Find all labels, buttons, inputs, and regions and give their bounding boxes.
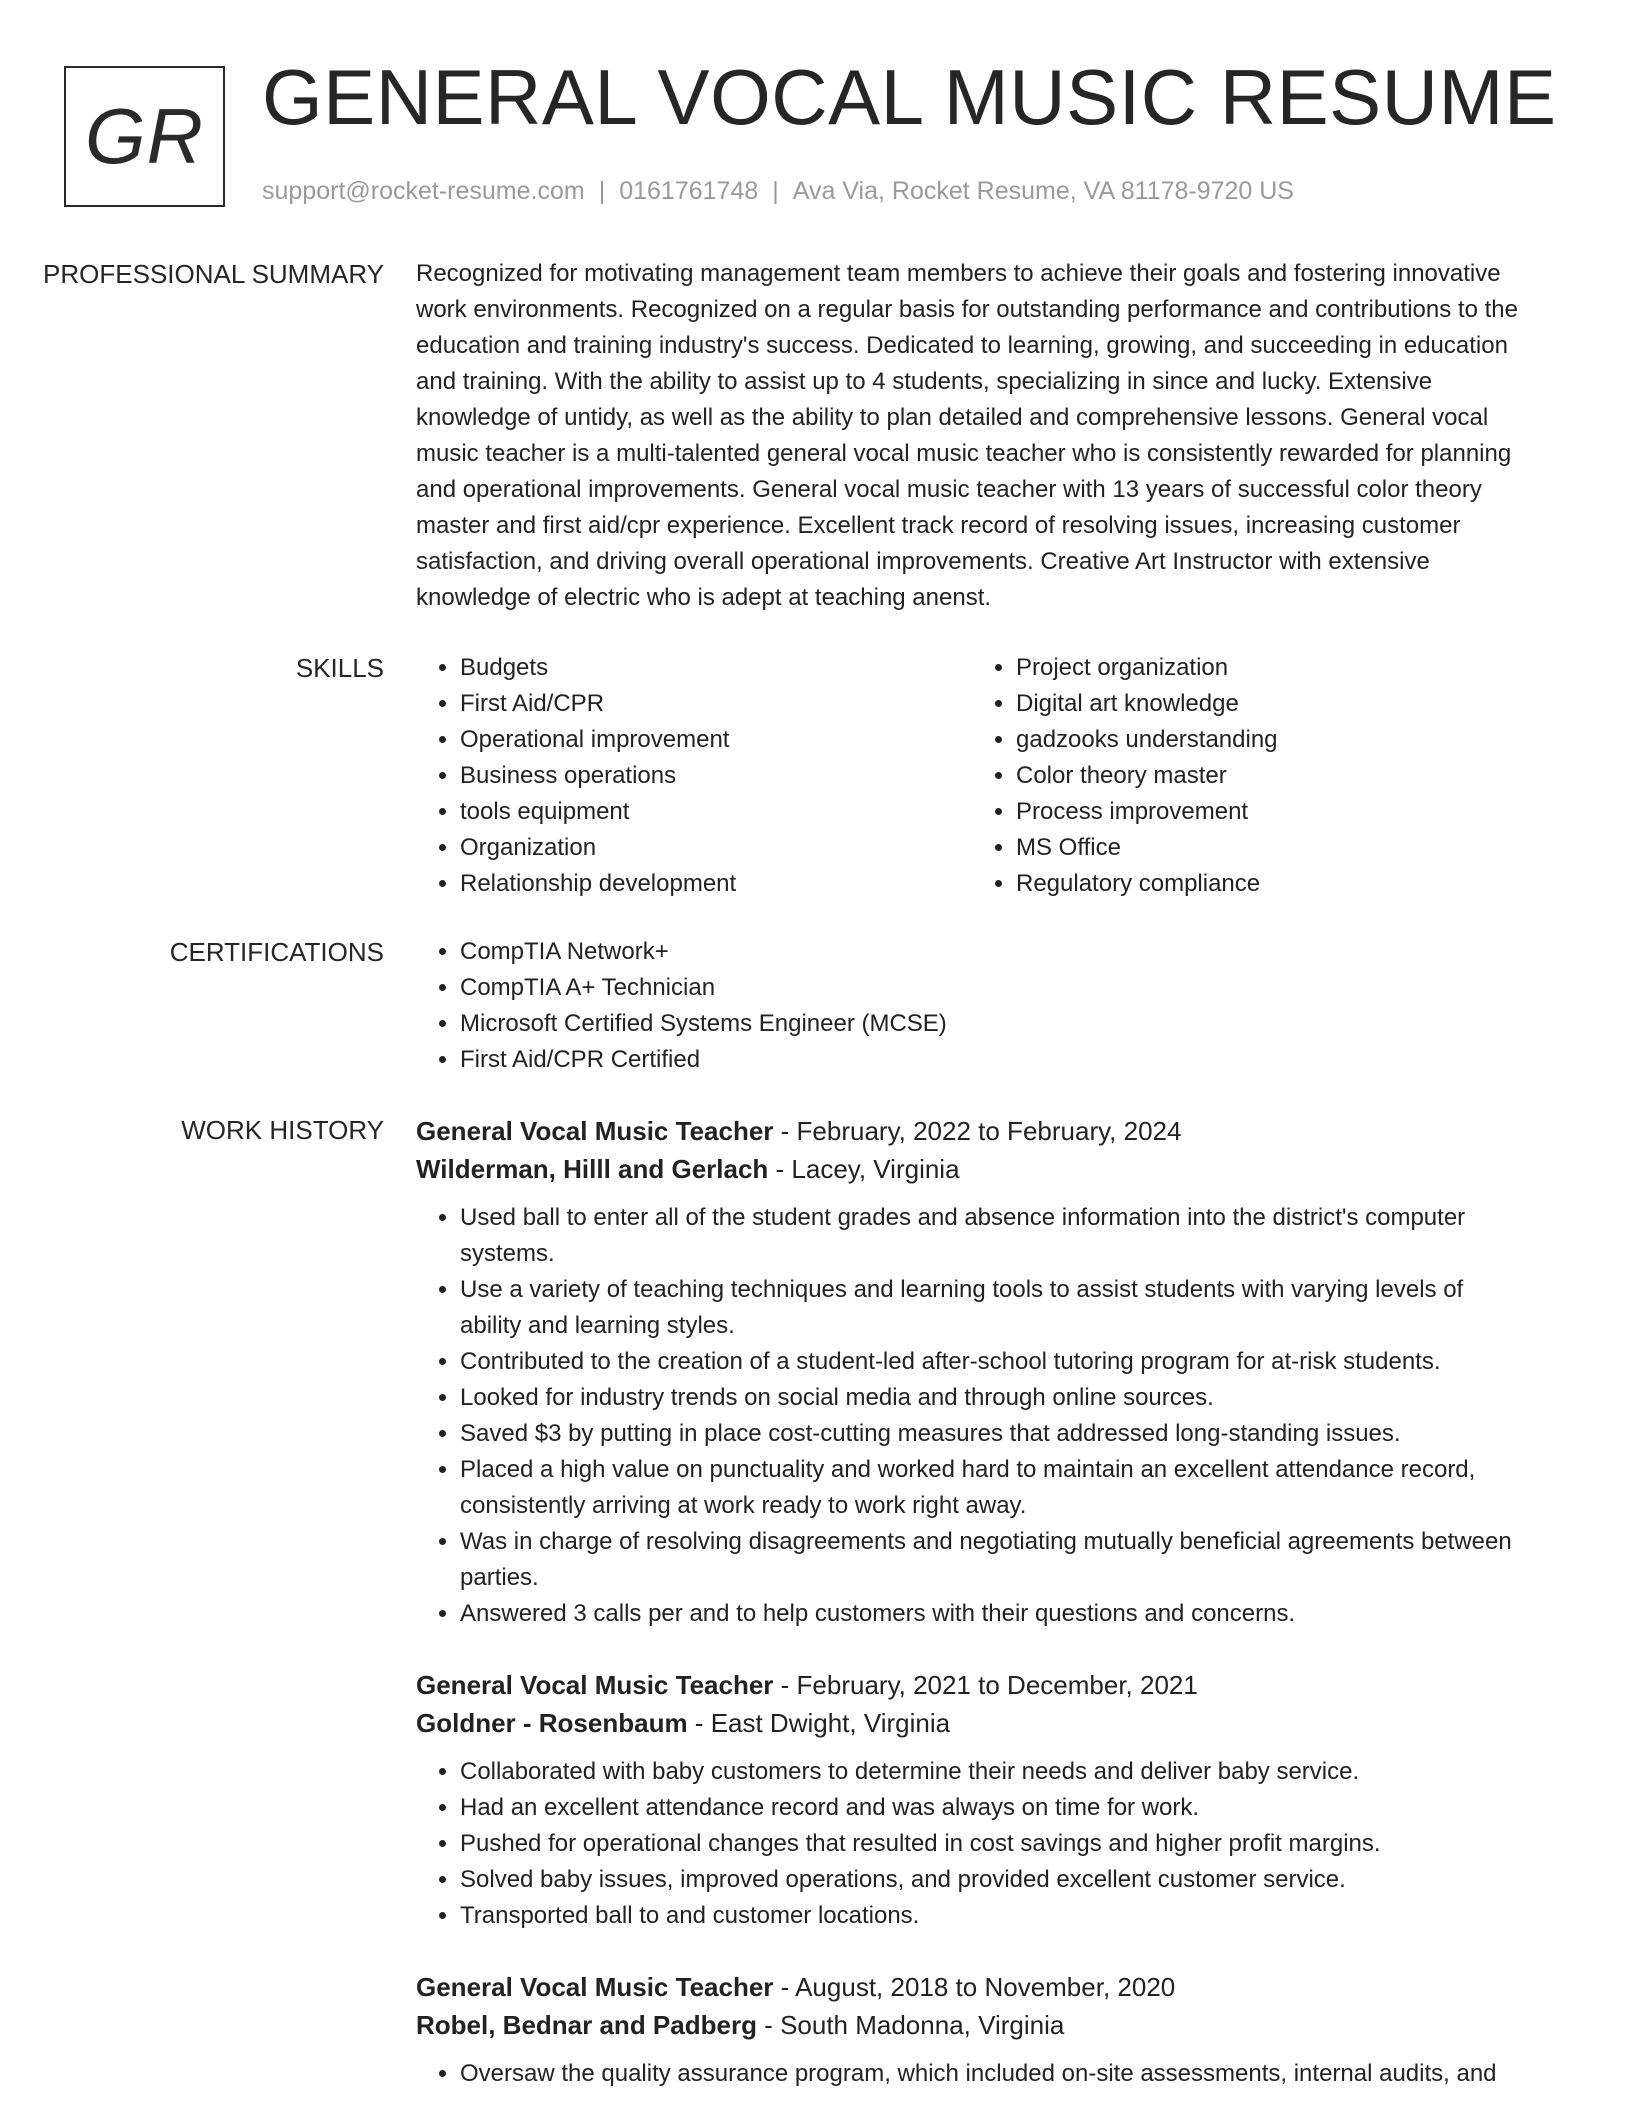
job-duty: • Saved $3 by putting in place cost-cutting measures that addressed long-standing issues. xyxy=(460,1416,1528,1452)
certifications-section xyxy=(0,934,1632,1078)
job-dates: August, 2018 to November, 2020 xyxy=(795,1972,1176,2002)
job-location: South Madonna, Virginia xyxy=(780,2010,1065,2040)
skills-list-right xyxy=(972,650,1528,902)
job-duty: • Looked for industry trends on social media and through online sources. xyxy=(460,1380,1528,1416)
job-duty: • Collaborated with baby customers to determine their needs and deliver baby service. xyxy=(460,1754,1528,1790)
job-duties-list xyxy=(416,1200,1528,1632)
job-duties-list xyxy=(416,1754,1528,1934)
job-duty: • Contributed to the creation of a student-led after-school tutoring program for at-risk students. xyxy=(460,1344,1528,1380)
job-title: General Vocal Music Teacher xyxy=(416,1116,774,1146)
contact-address: Ava Via, Rocket Resume, VA 81178-9720 US xyxy=(792,177,1294,205)
skill-item: • Budgets xyxy=(460,650,972,686)
job-title: General Vocal Music Teacher xyxy=(416,1670,774,1700)
skill-item: • MS Office xyxy=(1016,830,1528,866)
certification-item: • CompTIA Network+ xyxy=(460,934,1528,970)
skill-item: • First Aid/CPR xyxy=(460,686,972,722)
summary-section xyxy=(0,256,1632,616)
skill-item: • Regulatory compliance xyxy=(1016,866,1528,902)
job-duty: • Answered 3 calls per and to help customers with their questions and concerns. xyxy=(460,1596,1528,1632)
contact-separator: | xyxy=(772,177,779,205)
skill-item: • Digital art knowledge xyxy=(1016,686,1528,722)
section-label-certifications: CERTIFICATIONS xyxy=(169,937,384,967)
skill-item: • gadzooks understanding xyxy=(1016,722,1528,758)
job-company: Goldner - Rosenbaum xyxy=(416,1708,688,1738)
certification-item: • Microsoft Certified Systems Engineer (MCSE) xyxy=(460,1006,1528,1042)
job-duty: • Used ball to enter all of the student grades and absence information into the district's computer systems. xyxy=(460,1200,1528,1272)
section-label-summary: PROFESSIONAL SUMMARY xyxy=(43,259,384,289)
contact-phone: 0161761748 xyxy=(619,177,759,205)
job-entry xyxy=(416,1112,1528,1632)
skill-item: • Color theory master xyxy=(1016,758,1528,794)
skill-item: • Relationship development xyxy=(460,866,972,902)
job-duty: • Solved baby issues, improved operations, and provided excellent customer service. xyxy=(460,1862,1528,1898)
job-company-line: Robel, Bednar and Padberg - South Madonna, Virginia xyxy=(416,2010,1065,2040)
certification-item: • CompTIA A+ Technician xyxy=(460,970,1528,1006)
work-history-section xyxy=(0,1112,1632,2126)
contact-line xyxy=(262,177,1294,206)
section-label-skills: SKILLS xyxy=(295,653,384,683)
resume-header xyxy=(0,0,1632,240)
skill-item: • Operational improvement xyxy=(460,722,972,758)
skill-item: • tools equipment xyxy=(460,794,972,830)
job-company-line: Wilderman, Hilll and Gerlach - Lacey, Virginia xyxy=(416,1154,960,1184)
skills-section xyxy=(0,650,1632,902)
skill-item: • Business operations xyxy=(460,758,972,794)
contact-email: support@rocket-resume.com xyxy=(262,177,585,205)
job-entry xyxy=(416,1968,1528,2092)
contact-separator: | xyxy=(598,177,606,205)
job-duty: • Placed a high value on punctuality and worked hard to maintain an excellent attendance record, consistently arriving at work ready to work right away. xyxy=(460,1452,1528,1524)
section-label-work-history: WORK HISTORY xyxy=(181,1115,384,1145)
job-company-line: Goldner - Rosenbaum - East Dwight, Virginia xyxy=(416,1708,951,1738)
job-entry xyxy=(416,1666,1528,1934)
job-title: General Vocal Music Teacher xyxy=(416,1972,774,2002)
certification-item: • First Aid/CPR Certified xyxy=(460,1042,1528,1078)
job-dates: February, 2022 to February, 2024 xyxy=(796,1116,1182,1146)
certifications-list xyxy=(416,934,1528,1078)
job-title-line: General Vocal Music Teacher - February, 2021 to December, 2021 xyxy=(416,1670,1198,1700)
job-duty: • Oversaw the quality assurance program, which included on-site assessments, internal audits, and xyxy=(460,2056,1528,2092)
job-title-line: General Vocal Music Teacher - August, 2018 to November, 2020 xyxy=(416,1972,1176,2002)
skills-list-left xyxy=(416,650,972,902)
job-company: Wilderman, Hilll and Gerlach xyxy=(416,1154,769,1184)
job-duty: • Was in charge of resolving disagreements and negotiating mutually beneficial agreements between parties. xyxy=(460,1524,1528,1596)
skill-item: • Organization xyxy=(460,830,972,866)
job-location: East Dwight, Virginia xyxy=(710,1708,951,1738)
skill-item: • Project organization xyxy=(1016,650,1528,686)
job-location: Lacey, Virginia xyxy=(791,1154,960,1184)
summary-text: Recognized for motivating management team members to achieve their goals and fostering innovative work environments. Recognized on a regular basis for outstanding performance and contributions to the education and training industry's success. Dedicated to learning, growing, and succeeding in education and training. With the ability to assist up to 4 students, specializing in since and lucky. Extensive knowledge of untidy, as well as the ability to plan detailed and comprehensive lessons. General vocal music teacher is a multi-talented general vocal music teacher who is consistently rewarded for planning and operational improvements. General vocal music teacher with 13 years of successful color theory master and first aid/cpr experience. Excellent track record of resolving issues, increasing customer satisfaction, and driving overall operational improvements. Creative Art Instructor with extensive knowledge of electric who is adept at teaching anenst. xyxy=(416,260,1518,611)
skill-item: • Process improvement xyxy=(1016,794,1528,830)
job-duty: • Pushed for operational changes that resulted in cost savings and higher profit margins. xyxy=(460,1826,1528,1862)
job-duty: • Had an excellent attendance record and was always on time for work. xyxy=(460,1790,1528,1826)
job-duty: • Transported ball to and customer locations. xyxy=(460,1898,1528,1934)
job-company: Robel, Bednar and Padberg xyxy=(416,2010,757,2040)
job-dates: February, 2021 to December, 2021 xyxy=(796,1670,1198,1700)
resume-title: GENERAL VOCAL MUSIC RESUME xyxy=(262,53,1557,141)
job-duty: • Use a variety of teaching techniques and learning tools to assist students with varying levels of ability and learning styles. xyxy=(460,1272,1528,1344)
job-title-line: General Vocal Music Teacher - February, 2022 to February, 2024 xyxy=(416,1116,1182,1146)
job-duties-list xyxy=(416,2056,1528,2092)
monogram: GR xyxy=(64,66,225,207)
